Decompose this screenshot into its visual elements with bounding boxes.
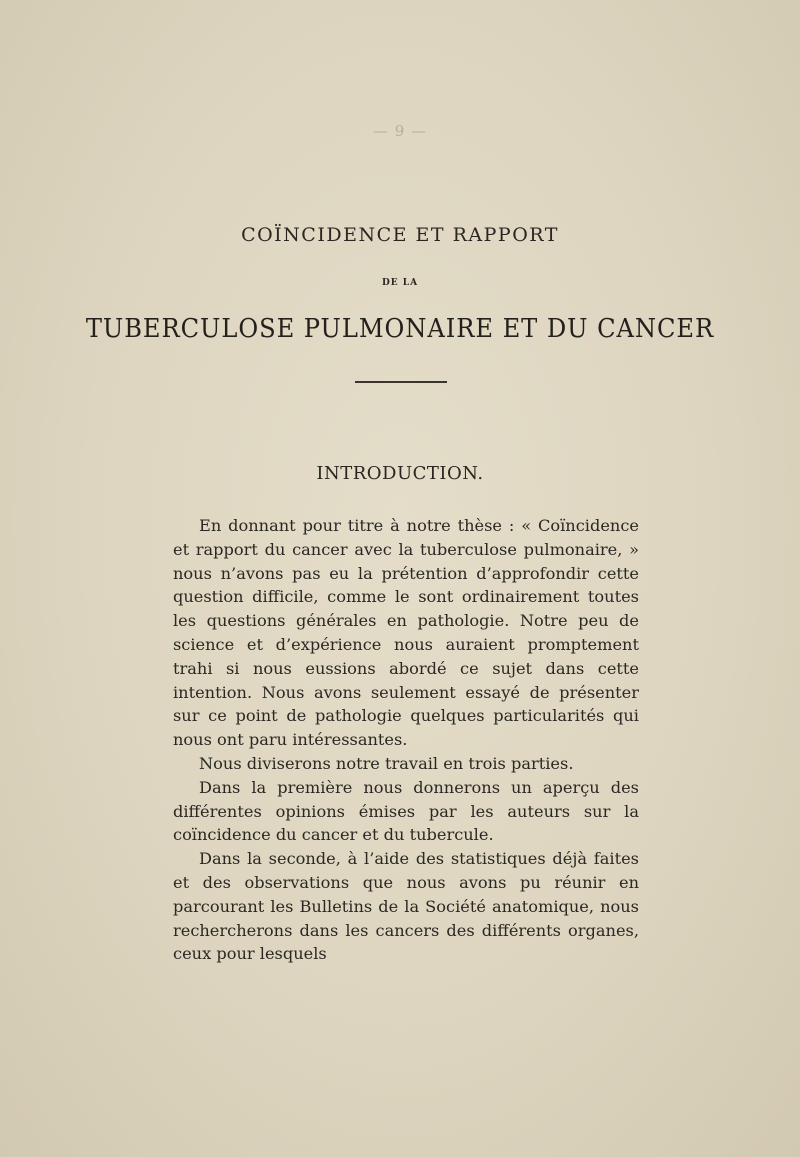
- paragraph-4: Dans la seconde, à l’aide des statistiques déjà faites et des observations que nous avons pu réunir en parcourant les Bulletins de la Société anatomique, nous rechercherons dans les cancers des différents organes, ceux pour lesquels: [173, 849, 639, 964]
- section-heading: INTRODUCTION.: [316, 463, 484, 484]
- main-title: TUBERCULOSE PULMONAIRE ET DU CANCER: [85, 314, 715, 344]
- title-line-coincidence: COÏNCIDENCE ET RAPPORT: [241, 224, 559, 246]
- paragraph-2: Nous diviserons notre travail en trois parties.: [199, 753, 574, 773]
- paragraph-3: Dans la première nous donnerons un aperçu des différentes opinions émises par les auteurs sur la coïncidence du cancer et du tubercule.: [173, 777, 639, 845]
- body-text: [173, 514, 639, 966]
- title-connector: DE LA: [381, 278, 419, 288]
- title-divider-rule: [355, 381, 447, 383]
- page-number: — 9 —: [372, 122, 428, 140]
- paragraph-1: En donnant pour titre à notre thèse : « Coïncidence et rapport du cancer avec la tuberculose pulmonaire, » nous n’avons pas eu la prétention d’approfondir cette question difficile, comme le sont ordinairement toutes les questions générales en pathologie. Notre peu de science et d’expérience nous auraient promptement trahi si nous eussions abordé ce sujet dans cette intention. Nous avons seulement essayé de présenter sur ce point de pathologie quelques particularités qui nous ont paru intéressantes.: [173, 516, 639, 750]
